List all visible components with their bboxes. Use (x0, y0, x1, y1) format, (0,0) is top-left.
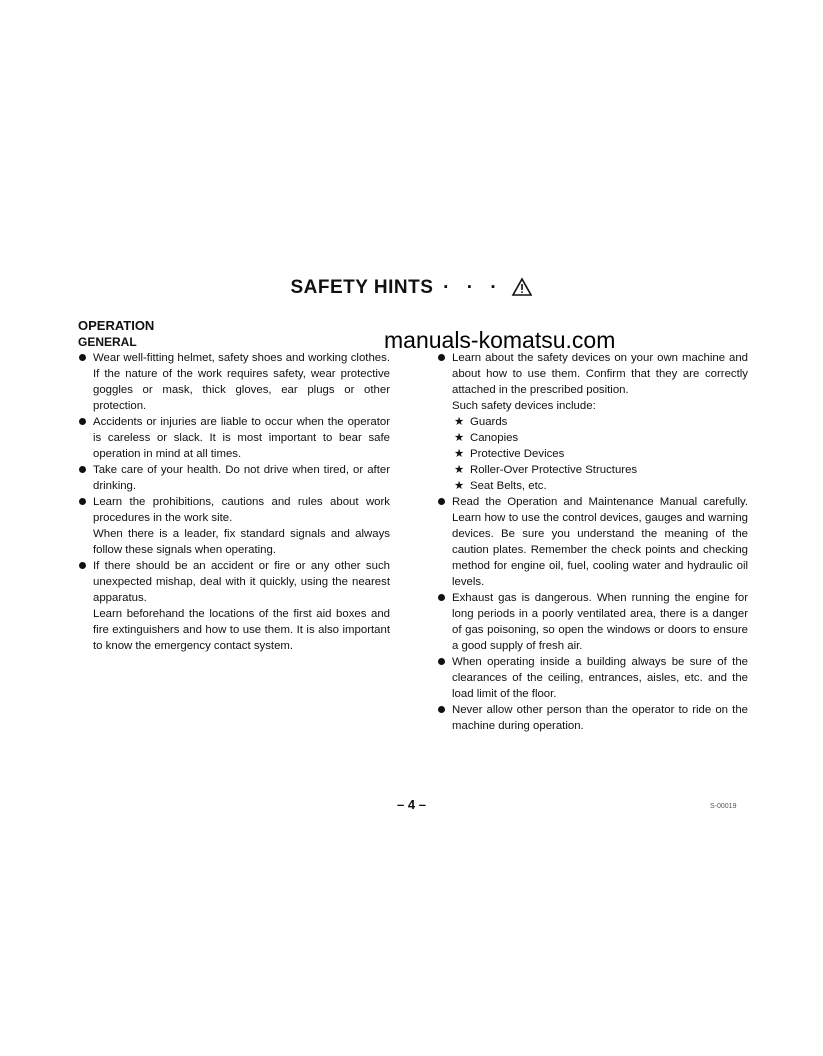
subsection-heading: GENERAL (78, 335, 137, 349)
document-code: S-00019 (710, 803, 737, 810)
bullet-icon (79, 498, 86, 505)
list-item: If there should be an accident or fire or any other such unexpected mishap, deal with it quickly, using the nearest apparatus. (78, 558, 390, 606)
star-icon: ★ (454, 432, 465, 444)
device-item: ★ Guards (454, 416, 508, 428)
paragraph: Learn beforehand the locations of the first aid boxes and fire extinguishers and how to use them. It is also important to know the emergency contact system. (93, 608, 390, 652)
paragraph: When there is a leader, fix standard signals and always follow these signals when operating. (93, 528, 390, 556)
bullet-icon (79, 354, 86, 361)
star-icon: ★ (454, 480, 465, 492)
star-icon: ★ (454, 416, 465, 428)
device-item: ★ Roller-Over Protective Structures (454, 464, 638, 476)
title-dots: · · · (443, 277, 503, 298)
left-column (78, 350, 390, 654)
list-item: Accidents or injuries are liable to occur when the operator is careless or slack. It is most important to bear safe operation in mind at all times. (78, 414, 390, 462)
list-item: Wear well-fitting helmet, safety shoes and working clothes. If the nature of the work requires safety, wear protective goggles or mask, thick gloves, ear plugs or other protection. (78, 350, 390, 414)
bullet-icon (438, 706, 445, 713)
list-item: Read the Operation and Maintenance Manual carefully. Learn how to use the control devices, gauges and warning devices. Be sure you understand the meaning of the caution plates. Remember the check points and checking method for engine oil, fuel, cooling water and hydraulic oil levels. (437, 494, 748, 590)
list-item: Learn the prohibitions, cautions and rules about work procedures in the work site. (78, 494, 390, 526)
watermark: manuals-komatsu.com (384, 327, 616, 353)
bullet-icon (438, 498, 445, 505)
bullet-icon (438, 354, 445, 361)
right-column (437, 350, 748, 734)
warning-triangle-icon (511, 277, 533, 297)
list-item: Learn about the safety devices on your own machine and about how to use them. Confirm that they are correctly attached in the prescribed position. (437, 350, 748, 398)
bullet-icon (79, 418, 86, 425)
bullet-icon (79, 466, 86, 473)
list-item: Exhaust gas is dangerous. When running the engine for long periods in a poorly ventilated area, there is a danger of gas poisoning, so open the windows or doors to ensure a good supply of fresh air. (437, 590, 748, 654)
title-text: SAFETY HINTS (290, 277, 434, 298)
list-item: Take care of your health. Do not drive when tired, or after drinking. (78, 462, 390, 494)
star-icon: ★ (454, 448, 465, 460)
star-icon: ★ (454, 464, 465, 476)
devices-lead: Such safety devices include: (452, 400, 596, 412)
bullet-icon (438, 594, 445, 601)
device-item: ★ Seat Belts, etc. (454, 480, 547, 492)
device-item: ★ Protective Devices (454, 448, 565, 460)
list-item: When operating inside a building always be sure of the clearances of the ceiling, entrances, aisles, etc. and the load limit of the floor. (437, 654, 748, 702)
page-title (0, 277, 823, 299)
list-item: Never allow other person than the operator to ride on the machine during operation. (437, 702, 748, 734)
bullet-icon (438, 658, 445, 665)
page-number: – 4 – (397, 797, 426, 812)
section-heading: OPERATION (78, 318, 155, 333)
bullet-icon (79, 562, 86, 569)
device-item: ★ Canopies (454, 432, 519, 444)
